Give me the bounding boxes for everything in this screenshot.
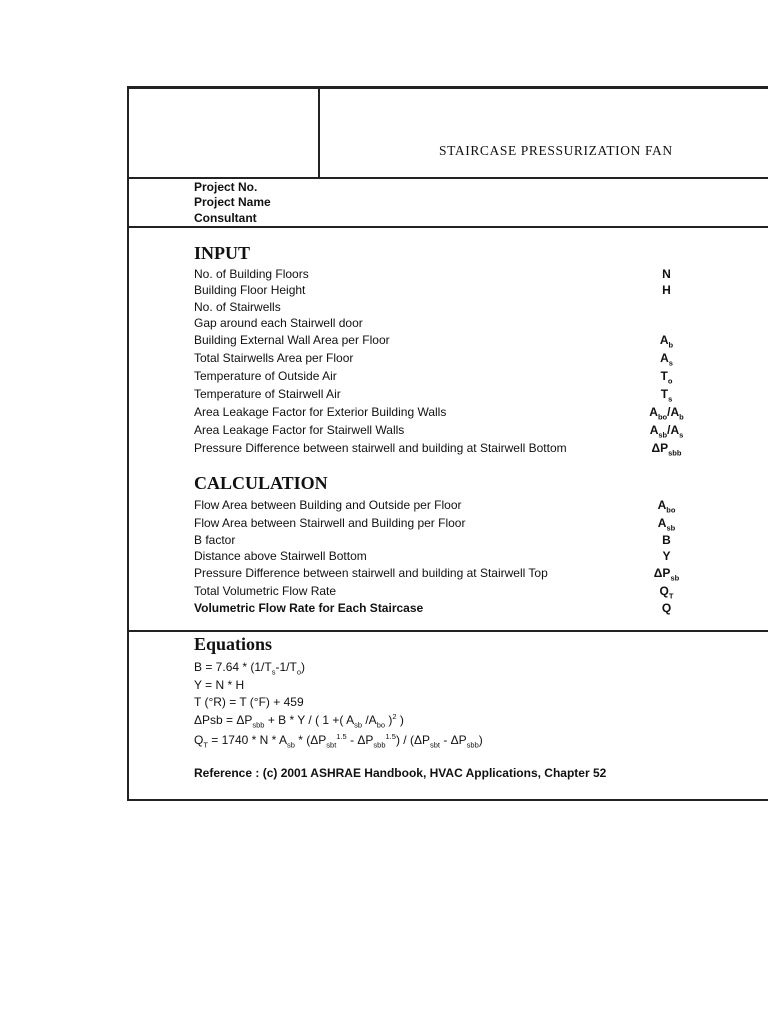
calculation-row-symbol: Y [662,549,671,563]
input-row-label: Area Leakage Factor for Stairwell Walls [194,423,405,437]
input-row-symbol: N [662,267,671,281]
input-row-symbol: $T_o$ [660,369,673,386]
input-row-label: No. of Building Floors [194,267,309,281]
input-row-symbol: $\Delta P_{sbb}$ [651,441,682,458]
reference-note: Reference : (c) 2001 ASHRAE Handbook, HVAC Applications, Chapter 52 [194,766,607,780]
calculation-heading: CALCULATION [194,473,328,493]
project-no-label: Project No. [194,180,258,194]
equation-line: $B = 7.64 * (1/T_s-1/T_o)$ [194,660,305,677]
calculation-row-label: Flow Area between Stairwell and Building per Floor [194,516,466,530]
calculation-row-label: Distance above Stairwell Bottom [194,549,367,563]
equation-line: $\Delta Psb = \Delta P_{sbb} + B * Y$ / ( 1 +( $A_{sb}$ $/A_{bo}$ )$^2$ ) [194,712,404,730]
calculation-row-label: Pressure Difference between stairwell and building at Stairwell Top [194,566,548,580]
equations-heading: Equations [194,634,273,654]
input-row-symbol: $T_s$ [660,387,673,404]
input-row-label: Building Floor Height [194,283,306,297]
calculation-sheet [127,86,768,801]
equation-line: $Q_T = 1740 * N * A_{sb} * (\Delta P_{sbt}^{1.5} - \Delta P_{sbb}^{1.5}) / (\Delta P_{sbt} - \Delta P_{sbb})$ [194,732,483,750]
equations-divider [129,630,768,632]
input-row-symbol: $A_{sb}/A_s$ [649,423,684,440]
calculation-row-label: Volumetric Flow Rate for Each Staircase [194,601,424,615]
input-row-symbol: $A_s$ [660,351,673,368]
input-row-symbol: $A_b$ [659,333,674,350]
calculation-row-label: B factor [194,533,236,547]
input-row-label: Total Stairwells Area per Floor [194,351,354,365]
input-heading: INPUT [194,243,251,263]
input-row-label: No. of Stairwells [194,300,281,314]
calculation-row-symbol: $Q_T$ [659,584,674,601]
consultant-label: Consultant [194,211,257,225]
calculation-row-symbol: B [662,533,671,547]
calculation-row-label: Total Volumetric Flow Rate [194,584,337,598]
logo-cell-divider [318,89,320,178]
calculation-row-symbol: Q [661,601,672,615]
input-row-label: Temperature of Outside Air [194,369,337,383]
calculation-row-symbol: $A_{sb}$ [657,516,676,533]
equation-line: T (°R) = T (°F) + 459 [194,695,304,709]
input-row-symbol: H [662,283,671,297]
calculation-row-symbol: $\Delta P_{sb}$ [653,566,680,583]
input-row-label: Temperature of Stairwell Air [194,387,341,401]
input-row-label: Gap around each Stairwell door [194,316,363,330]
project-divider [129,226,768,228]
input-row-label: Area Leakage Factor for Exterior Building Walls [194,405,447,419]
calculation-row-label: Flow Area between Building and Outside per Floor [194,498,462,512]
project-name-label: Project Name [194,195,271,209]
sheet-title: STAIRCASE PRESSURIZATION FAN [439,143,673,158]
equation-line: Y = N * H [194,678,245,692]
input-row-label: Building External Wall Area per Floor [194,333,390,347]
header-divider [129,177,768,179]
calculation-row-symbol: $A_{bo}$ [657,498,676,515]
input-row-label: Pressure Difference between stairwell and building at Stairwell Bottom [194,441,567,455]
input-row-symbol: $A_{bo}/A_b$ [649,405,684,422]
